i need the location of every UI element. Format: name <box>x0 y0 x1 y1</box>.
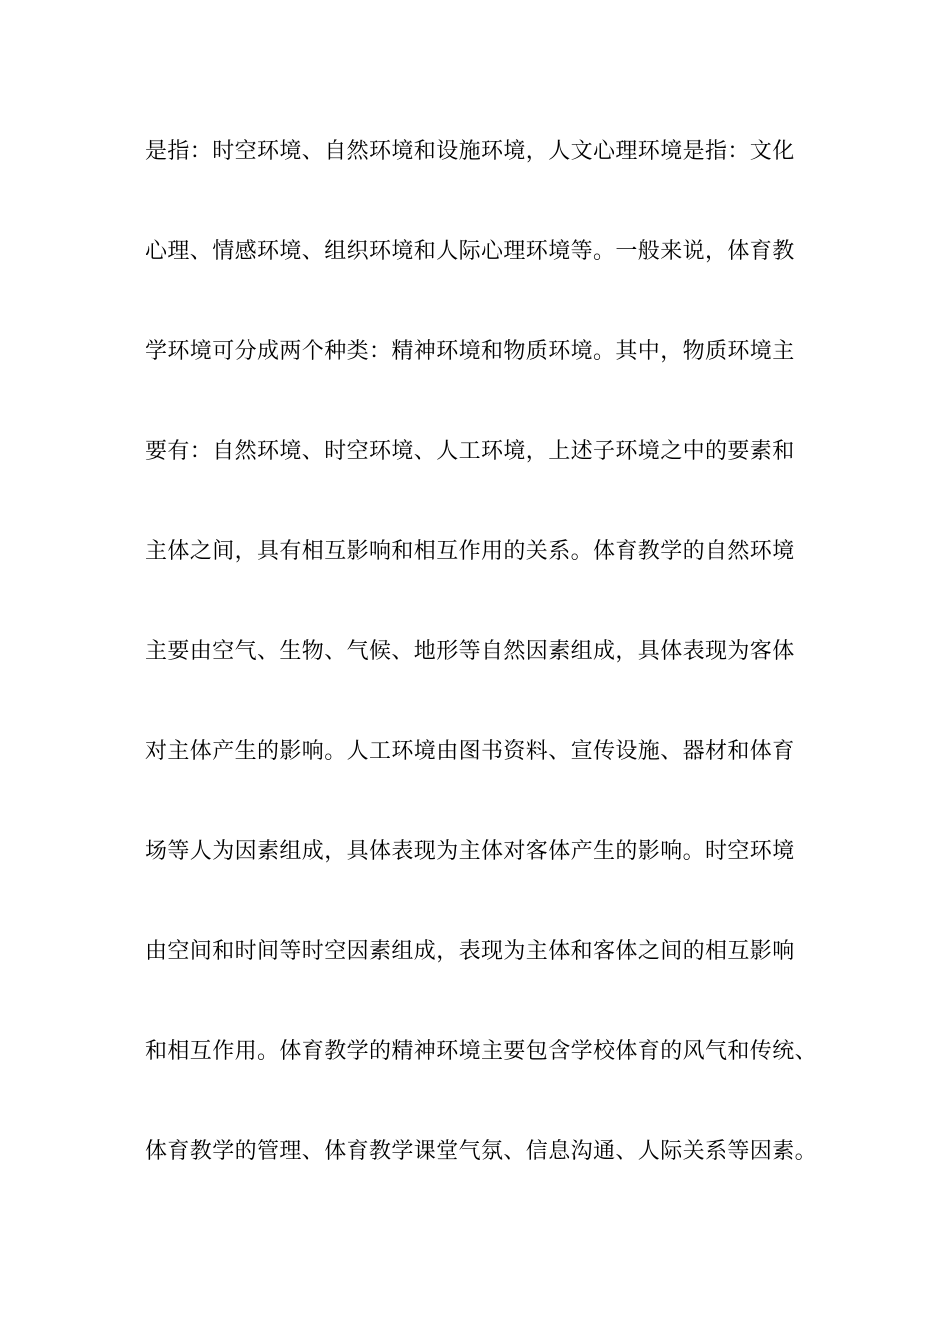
body-paragraph <box>145 127 825 1227</box>
text-line-10: 和相互作用。体育教学的精神环境主要包含学校体育的风气和传统、 <box>145 1039 818 1064</box>
text-line-8: 场等人为因素组成，具体表现为主体对客体产生的影响。时空环境 <box>145 839 795 864</box>
text-line-11: 体育教学的管理、体育教学课堂气氛、信息沟通、人际关系等因素。 <box>145 1139 818 1164</box>
text-line-1: 是指：时空环境、自然环境和设施环境，人文心理环境是指：文化 <box>145 139 795 164</box>
text-line-3: 学环境可分成两个种类：精神环境和物质环境。其中，物质环境主 <box>145 339 795 364</box>
text-line-6: 主要由空气、生物、气候、地形等自然因素组成，具体表现为客体 <box>145 639 795 664</box>
text-line-9: 由空间和时间等时空因素组成，表现为主体和客体之间的相互影响 <box>145 939 795 964</box>
text-line-5: 主体之间，具有相互影响和相互作用的关系。体育教学的自然环境 <box>145 539 795 564</box>
text-line-4: 要有：自然环境、时空环境、人工环境，上述子环境之中的要素和 <box>145 439 795 464</box>
text-line-7: 对主体产生的影响。人工环境由图书资料、宣传设施、器材和体育 <box>145 739 795 764</box>
text-line-2: 心理、情感环境、组织环境和人际心理环境等。一般来说，体育教 <box>145 239 795 264</box>
